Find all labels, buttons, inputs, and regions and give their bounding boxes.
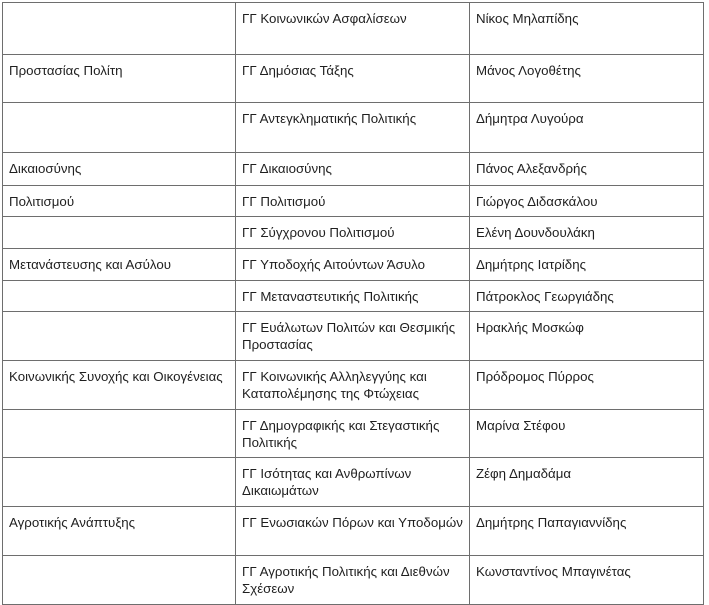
general-secretariat-cell: ΓΓ Κοινωνικής Αλληλεγγύης και Καταπολέμησης της Φτώχειας	[236, 361, 470, 410]
general-secretariat-cell: ΓΓ Αγροτικής Πολιτικής και Διεθνών Σχέσεων	[236, 556, 470, 605]
table-row	[3, 186, 704, 217]
table-row	[3, 3, 704, 55]
secretary-cell: Δήμητρα Λυγούρα	[470, 103, 704, 153]
table-row	[3, 410, 704, 458]
secretary-cell: Ελένη Δουνδουλάκη	[470, 217, 704, 249]
general-secretariat-cell: ΓΓ Αντεγκληματικής Πολιτικής	[236, 103, 470, 153]
secretary-cell: Μαρίνα Στέφου	[470, 410, 704, 458]
secretary-cell: Ηρακλής Μοσκώφ	[470, 312, 704, 361]
general-secretariat-cell: ΓΓ Ισότητας και Ανθρωπίνων Δικαιωμάτων	[236, 458, 470, 507]
table-row	[3, 281, 704, 312]
ministry-cell: Πολιτισμού	[3, 186, 236, 217]
table-row	[3, 55, 704, 103]
ministry-cell: Κοινωνικής Συνοχής και Οικογένειας	[3, 361, 236, 410]
secretary-cell: Πάτροκλος Γεωργιάδης	[470, 281, 704, 312]
table-row	[3, 507, 704, 556]
table-row	[3, 458, 704, 507]
table-row	[3, 312, 704, 361]
general-secretariat-cell: ΓΓ Δικαιοσύνης	[236, 153, 470, 186]
ministry-cell	[3, 410, 236, 458]
ministry-cell: Δικαιοσύνης	[3, 153, 236, 186]
table-row	[3, 249, 704, 281]
ministry-cell: Προστασίας Πολίτη	[3, 55, 236, 103]
secretaries-table	[2, 2, 704, 605]
secretary-cell: Πρόδρομος Πύρρος	[470, 361, 704, 410]
table-row	[3, 103, 704, 153]
general-secretariat-cell: ΓΓ Δημόσιας Τάξης	[236, 55, 470, 103]
secretary-cell: Γιώργος Διδασκάλου	[470, 186, 704, 217]
table-row	[3, 556, 704, 605]
general-secretariat-cell: ΓΓ Μεταναστευτικής Πολιτικής	[236, 281, 470, 312]
secretary-cell: Μάνος Λογοθέτης	[470, 55, 704, 103]
secretary-cell: Ζέφη Δημαδάμα	[470, 458, 704, 507]
general-secretariat-cell: ΓΓ Ενωσιακών Πόρων και Υποδομών	[236, 507, 470, 556]
general-secretariat-cell: ΓΓ Πολιτισμού	[236, 186, 470, 217]
table-body	[3, 3, 704, 605]
ministry-cell	[3, 103, 236, 153]
general-secretariat-cell: ΓΓ Υποδοχής Αιτούντων Άσυλο	[236, 249, 470, 281]
ministry-cell	[3, 312, 236, 361]
ministry-cell	[3, 3, 236, 55]
table-row	[3, 153, 704, 186]
general-secretariat-cell: ΓΓ Σύγχρονου Πολιτισμού	[236, 217, 470, 249]
table-row	[3, 217, 704, 249]
table-row	[3, 361, 704, 410]
ministry-cell	[3, 458, 236, 507]
secretary-cell: Δημήτρης Παπαγιαννίδης	[470, 507, 704, 556]
secretary-cell: Πάνος Αλεξανδρής	[470, 153, 704, 186]
secretary-cell: Δημήτρης Ιατρίδης	[470, 249, 704, 281]
ministry-cell: Μετανάστευσης και Ασύλου	[3, 249, 236, 281]
general-secretariat-cell: ΓΓ Κοινωνικών Ασφαλίσεων	[236, 3, 470, 55]
ministry-cell	[3, 217, 236, 249]
secretary-cell: Νίκος Μηλαπίδης	[470, 3, 704, 55]
ministry-cell	[3, 556, 236, 605]
secretary-cell: Κωνσταντίνος Μπαγινέτας	[470, 556, 704, 605]
general-secretariat-cell: ΓΓ Δημογραφικής και Στεγαστικής Πολιτικής	[236, 410, 470, 458]
ministry-cell: Αγροτικής Ανάπτυξης	[3, 507, 236, 556]
ministry-cell	[3, 281, 236, 312]
general-secretariat-cell: ΓΓ Ευάλωτων Πολιτών και Θεσμικής Προστασίας	[236, 312, 470, 361]
